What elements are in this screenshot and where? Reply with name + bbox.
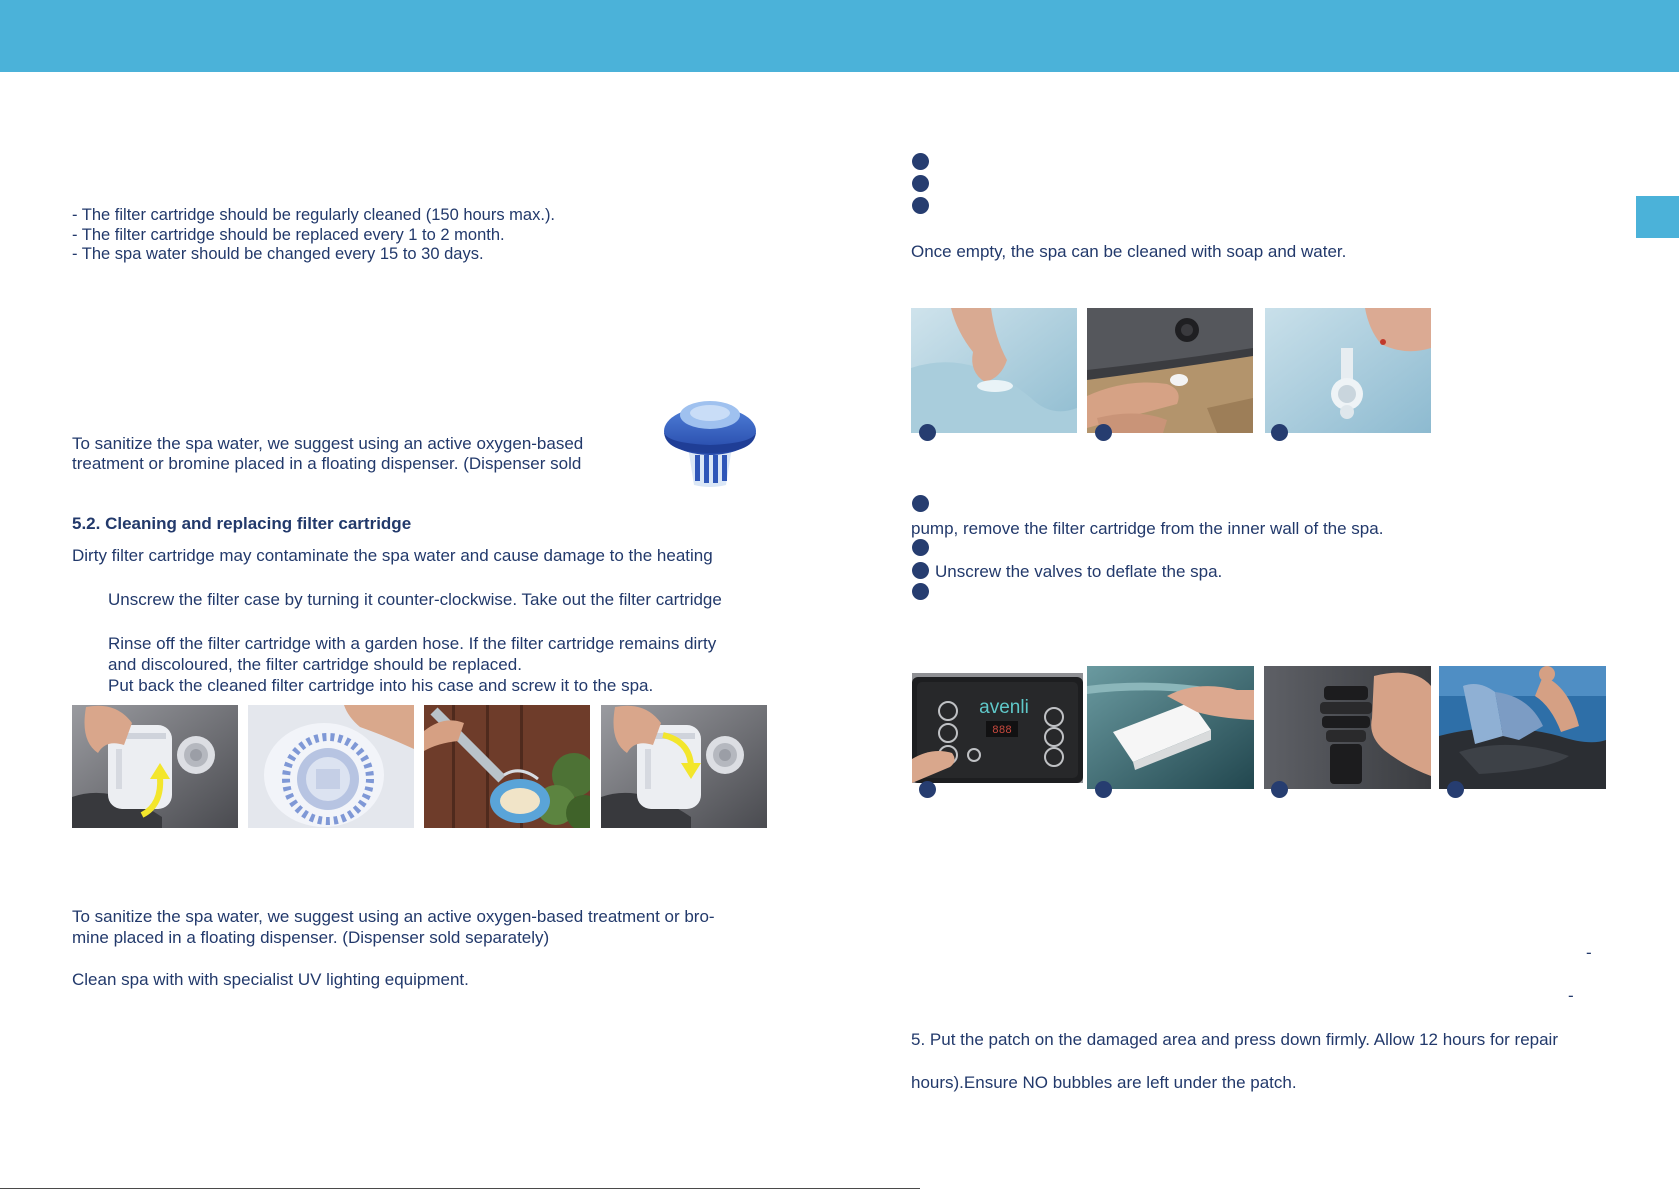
photo-step-marker [919,424,936,441]
step-marker [912,175,929,192]
dispenser-paragraph [72,434,583,474]
maintenance-list [72,206,555,265]
uv-cleaning-text: Clean spa with with specialist UV lighting equipment. [72,970,469,989]
panel-brand-logo: avenli [979,697,1029,718]
patch-step-line: 5. Put the patch on the damaged area and press down firmly. Allow 12 hours for repair [911,1030,1558,1049]
filter-step-2-line: and discoloured, the filter cartridge should be replaced. [108,655,522,674]
paragraph-line: To sanitize the spa water, we suggest using an active oxygen-based treatment or bro- [72,907,715,926]
photo-step-marker [1095,424,1112,441]
storage-text: pump, remove the filter cartridge from the inner wall of the spa. [911,519,1384,538]
page-bottom-rule [0,1188,920,1189]
maintenance-item: - The filter cartridge should be regularly cleaned (150 hours max.). [72,206,556,224]
step-marker [912,197,929,214]
deflate-text: Unscrew the valves to deflate the spa. [935,562,1223,581]
hyphen-mark: - [1586,943,1592,962]
drain-photo-water [911,308,1077,433]
photo-step-marker [1447,781,1464,798]
storage-photo-control-panel [912,673,1083,783]
photo-step-marker [919,781,936,798]
photo-step-marker [1271,424,1288,441]
maintenance-item: - The filter cartridge should be replaced every 1 to 2 month. [72,225,505,244]
chapter-side-tab [1636,196,1679,238]
filter-step-1: Unscrew the filter case by turning it counter-clockwise. Take out the filter cartridge [108,590,722,609]
drain-photo-valve [1087,308,1253,433]
photo-step-marker [1271,781,1288,798]
paragraph-line: To sanitize the spa water, we suggest using an active oxygen-based [72,434,584,453]
panel-display: 888 [992,725,1012,737]
cleaning-text: Once empty, the spa can be cleaned with soap and water. [911,242,1347,261]
storage-photo-valve-unscrew [1264,666,1431,789]
step-marker [912,539,929,556]
filter-photo-screw-back [601,705,767,828]
drain-photo-plug [1265,308,1431,433]
step-marker [912,495,929,512]
sanitize-paragraph [72,906,715,948]
hyphen-mark: - [1568,986,1574,1005]
patch-step-line: hours).Ensure NO bubbles are left under the patch. [911,1073,1297,1092]
filter-photo-unscrew [72,705,238,828]
storage-photo-sponge [1087,666,1254,789]
paragraph-line: treatment or bromine placed in a floating dispenser. (Dispenser sold [72,454,582,473]
floating-dispenser-image [662,391,758,489]
filter-photo-case [248,705,414,828]
filter-intro: Dirty filter cartridge may contaminate the spa water and cause damage to the heating [72,546,713,565]
step-marker [912,153,929,170]
step-marker [912,583,929,600]
paragraph-line: mine placed in a floating dispenser. (Dispenser sold separately) [72,928,550,947]
filter-step-3: Put back the cleaned filter cartridge into his case and screw it to the spa. [108,676,654,695]
filter-step-2-line: Rinse off the filter cartridge with a garden hose. If the filter cartridge remains dirty [108,634,717,653]
filter-steps-2-3 [108,633,716,696]
step-marker [912,562,929,579]
photo-step-marker [1095,781,1112,798]
maintenance-item: - The spa water should be changed every 15 to 30 days. [72,245,484,263]
section-heading: 5.2. Cleaning and replacing filter cartridge [72,514,412,533]
storage-photo-fold [1439,666,1606,789]
header-bar [0,0,1679,72]
filter-photo-rinse [424,705,590,828]
